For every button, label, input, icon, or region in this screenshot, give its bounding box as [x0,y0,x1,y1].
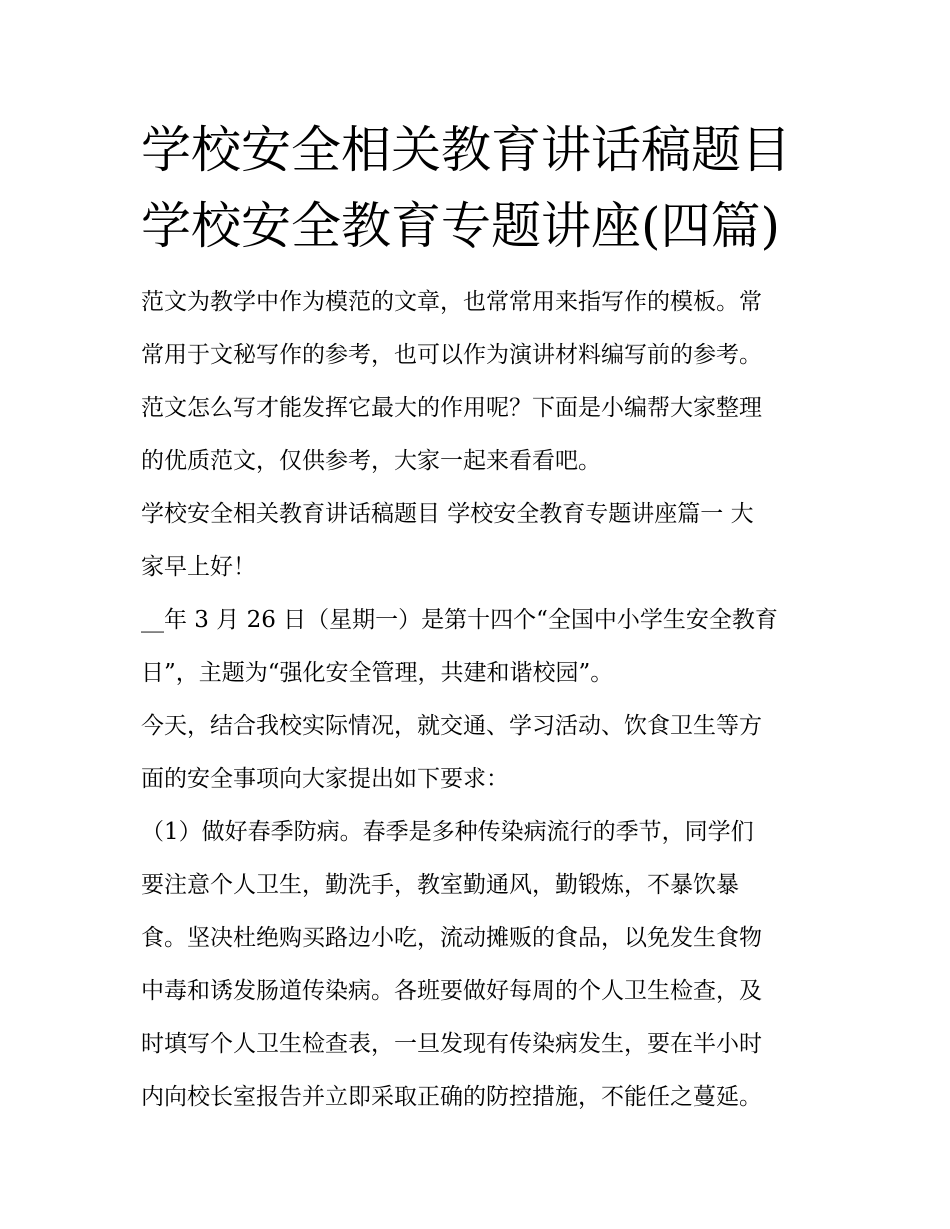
text-line: 内向校长室报告并立即采取正确的防控措施，不能任之蔓延。 [141,1084,762,1110]
section-heading-paragraph [141,488,821,594]
text-line: 食。坚决杜绝购买路边小吃，流动摊贩的食品，以免发生食物 [141,925,762,951]
text-line: 家早上好！ [141,554,256,580]
text-line: 的优质范文，仅供参考，大家一起来看看吧。 [141,448,601,474]
requirements-intro-paragraph [141,700,821,806]
text-line: 范文怎么写才能发挥它最大的作用呢？下面是小编帮大家整理 [141,395,762,421]
title-line-1: 学校安全相关教育讲话稿题目 [141,121,791,179]
requirement-item-1 [141,806,821,1124]
text-line: （1）做好春季防病。春季是多种传染病流行的季节，同学们 [141,819,754,845]
document-title [141,112,841,264]
text-line: 学校安全相关教育讲话稿题目 学校安全教育专题讲座篇一 大 [141,501,754,527]
text-line: 面的安全事项向大家提出如下要求： [141,766,509,792]
text-line: 常用于文秘写作的参考，也可以作为演讲材料编写前的参考。 [141,342,762,368]
title-line-2: 学校安全教育专题讲座(四篇) [141,197,781,255]
intro-paragraph [141,276,821,488]
text-line: __年 3 月 26 日（星期一）是第十四个“全国中小学生安全教育 [141,607,778,633]
document-body [141,276,821,1124]
text-line: 要注意个人卫生，勤洗手，教室勤通风，勤锻炼，不暴饮暴 [141,872,739,898]
date-paragraph [141,594,821,700]
text-line: 今天，结合我校实际情况，就交通、学习活动、饮食卫生等方 [141,713,762,739]
text-line: 范文为教学中作为模范的文章，也常常用来指写作的模板。常 [141,289,762,315]
text-line: 中毒和诱发肠道传染病。各班要做好每周的个人卫生检查，及 [141,978,762,1004]
text-line: 时填写个人卫生检查表，一旦发现有传染病发生，要在半小时 [141,1031,762,1057]
text-line: 日”，主题为“强化安全管理，共建和谐校园”。 [141,660,614,686]
